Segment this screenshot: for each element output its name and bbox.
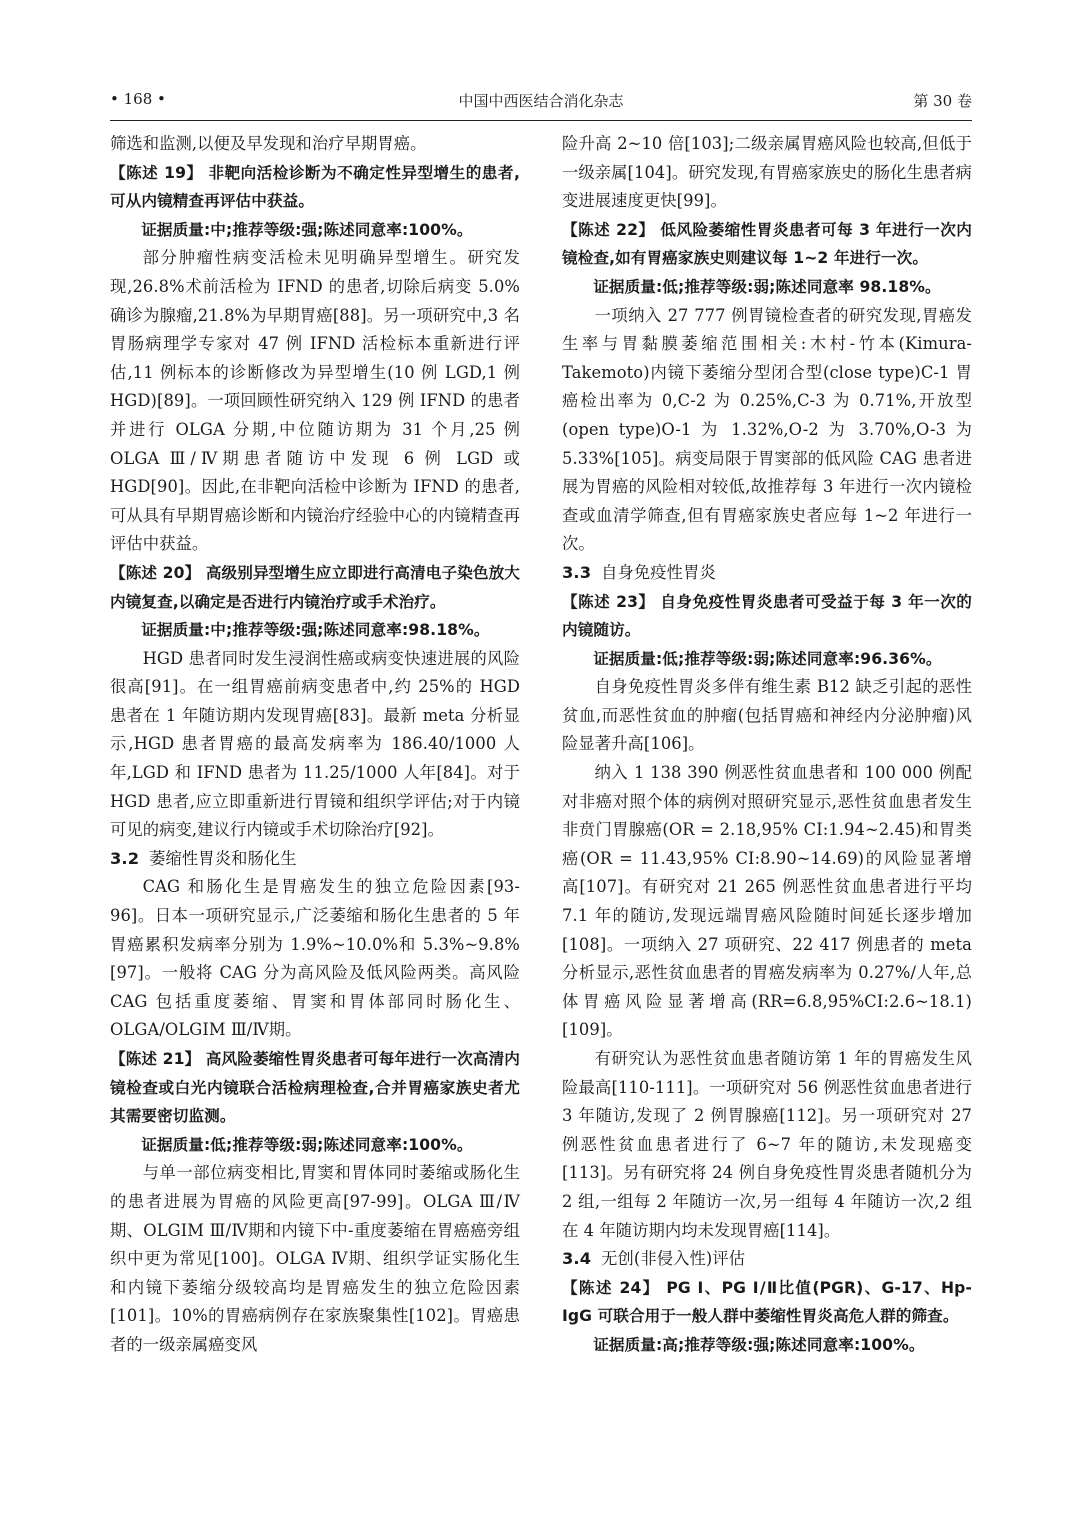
statement-23: 【陈述 23】 自身免疫性胃炎患者可受益于每 3 年一次的内镜随访。 — [562, 592, 972, 640]
volume-label: 第 30 卷 — [913, 92, 972, 110]
paragraph: 一项纳入 27 777 例胃镜检查者的研究发现,胃癌发生率与胃黏膜萎缩范围相关:木村-竹本(Kimura-Takemoto)内镜下萎缩分型闭合型(close type)C-1 胃癌检出率为 0,C-2 为 0.25%,C-3 为 0.71%,开放型(open type)O-1 为 1.32%,O-2 为 3.70%,O-3 为 5.33%[105]。病变局限于胃窦部的低风险 CAG 患者进展为胃癌的风险相对较低,故推荐每 3 年进行一次内镜检查或血清学筛查,但有胃癌家族史者应每 1~2 年进行一次。 — [562, 305, 972, 554]
page-header — [110, 86, 972, 121]
paragraph: 纳入 1 138 390 例恶性贫血患者和 100 000 例配对非癌对照个体的病例对照研究显示,恶性贫血患者发生非贲门胃腺癌(OR = 2.18,95% CI:1.94~2.45)和胃类癌(OR = 11.43,95% CI:8.90~14.69)的风险显著增高[107]。有研究对 21 265 例恶性贫血患者进行平均 7.1 年的随访,发现远端胃癌风险随时间延长逐步增加[108]。一项纳入 27 项研究、22 417 例患者的 meta 分析显示,恶性贫血患者的胃癌发病率为 0.27%/人年,总体胃癌风险显著增高(RR=6.8,95%CI:2.6~18.1)[109]。 — [562, 763, 972, 1040]
statement-22: 【陈述 22】 低风险萎缩性胃炎患者可每 3 年进行一次内镜检查,如有胃癌家族史则建议每 1~2 年进行一次。 — [562, 220, 972, 268]
section-number: 3.3 — [562, 562, 592, 582]
section-heading — [110, 845, 520, 874]
paragraph: 筛选和监测,以便及早发现和治疗早期胃癌。 — [110, 134, 427, 153]
section-number: 3.2 — [110, 848, 140, 868]
paragraph: 自身免疫性胃炎多伴有维生素 B12 缺乏引起的恶性贫血,而恶性贫血的肿瘤(包括胃癌和神经内分泌肿瘤)风险显著升高[106]。 — [562, 677, 972, 754]
paragraph: 有研究认为恶性贫血患者随访第 1 年的胃癌发生风险最高[110-111]。一项研究对 56 例恶性贫血患者进行 3 年随访,发现了 2 例胃腺癌[112]。另一项研究对 27 例恶性贫血患者进行了 6~7 年的随访,未发现癌变[113]。另有研究将 24 例自身免疫性胃炎患者随机分为 2 组,一组每 2 年随访一次,另一组每 4 年随访一次,2 组在 4 年随访期内均未发现胃癌[114]。 — [562, 1049, 972, 1240]
evidence-line: 证据质量:低;推荐等级:弱;陈述同意率:100%。 — [141, 1135, 473, 1154]
paragraph: 与单一部位病变相比,胃窦和胃体同时萎缩或肠化生的患者进展为胃癌的风险更高[97-99]。OLGA Ⅲ/Ⅳ期、OLGIM Ⅲ/Ⅳ期和内镜下中-重度萎缩在胃癌癌旁组织中更为常见[100]。OLGA Ⅳ期、组织学证实肠化生和内镜下萎缩分级较高均是胃癌发生的独立危险因素[101]。10%的胃癌病例存在家族聚集性[102]。胃癌患者的一级亲属癌变风 — [110, 1163, 520, 1354]
section-title: 自身免疫性胃炎 — [601, 562, 716, 582]
paragraph: CAG 和肠化生是胃癌发生的独立危险因素[93-96]。日本一项研究显示,广泛萎缩和肠化生患者的 5 年胃癌累积发病率分别为 1.9%~10.0%和 5.3%~9.8%[97]。一般将 CAG 分为高风险及低风险两类。高风险 CAG 包括重度萎缩、胃窦和胃体部同时肠化生、OLGA/OLGIM Ⅲ/Ⅳ期。 — [110, 877, 520, 1040]
page-number: • 168 • — [110, 90, 166, 108]
evidence-line: 证据质量:中;推荐等级:强;陈述同意率:100%。 — [141, 220, 473, 239]
section-title: 无创(非侵入性)评估 — [601, 1249, 746, 1269]
section-heading — [562, 1245, 972, 1274]
statement-20: 【陈述 20】 高级别异型增生应立即进行高清电子染色放大内镜复查,以确定是否进行内镜治疗或手术治疗。 — [110, 563, 520, 611]
statement-21: 【陈述 21】 高风险萎缩性胃炎患者可每年进行一次高清内镜检查或白光内镜联合活检病理检查,合并胃癌家族史者尤其需要密切监测。 — [110, 1050, 520, 1126]
section-title: 萎缩性胃炎和肠化生 — [149, 848, 297, 868]
section-number: 3.4 — [562, 1249, 592, 1269]
journal-title: 中国中西医结合消化杂志 — [458, 92, 624, 110]
paragraph: HGD 患者同时发生浸润性癌或病变快速进展的风险很高[91]。在一组胃癌前病变患者中,约 25%的 HGD 患者在 1 年随访期内发现胃癌[83]。最新 meta 分析显示,HGD 患者胃癌的最高发病率为 186.40/1000 人年,LGD 和 IFND 患者为 11.25/1000 人年[84]。对于 HGD 患者,应立即重新进行胃镜和组织学评估;对于内镜可见的病变,建议行内镜或手术切除治疗[92]。 — [110, 648, 520, 840]
evidence-line: 证据质量:低;推荐等级:弱;陈述同意率 98.18%。 — [593, 277, 941, 296]
statement-24: 【陈述 24】 PG Ⅰ、PG Ⅰ/Ⅱ比值(PGR)、G-17、Hp-IgG 可联合用于一般人群中萎缩性胃炎高危人群的筛查。 — [562, 1278, 972, 1326]
evidence-line: 证据质量:低;推荐等级:弱;陈述同意率:96.36%。 — [593, 649, 942, 668]
right-column — [562, 130, 972, 1360]
evidence-line: 证据质量:高;推荐等级:强;陈述同意率:100%。 — [593, 1335, 925, 1354]
evidence-line: 证据质量:中;推荐等级:强;陈述同意率:98.18%。 — [141, 621, 490, 640]
left-column — [110, 130, 520, 1360]
section-heading — [562, 559, 972, 588]
statement-19: 【陈述 19】 非靶向活检诊断为不确定性异型增生的患者,可从内镜精查再评估中获益。 — [110, 163, 520, 211]
paragraph: 部分肿瘤性病变活检未见明确异型增生。研究发现,26.8%术前活检为 IFND 的患者,切除后病变 5.0%确诊为腺瘤,21.8%为早期胃癌[88]。另一项研究中,3 名胃肠病理学专家对 47 例 IFND 活检标本重新进行评估,11 例标本的诊断修改为异型增生(10 例 LGD,1 例 HGD)[89]。一项回顾性研究纳入 129 例 IFND 的患者并进行 OLGA 分期,中位随访期为 31 个月,25 例 OLGA Ⅲ/Ⅳ期患者随访中发现 6 例 LGD 或 HGD[90]。因此,在非靶向活检中诊断为 IFND 的患者,可从具有早期胃癌诊断和内镜治疗经验中心的内镜精查再评估中获益。 — [110, 248, 520, 554]
paragraph: 险升高 2~10 倍[103];二级亲属胃癌风险也较高,但低于一级亲属[104]。研究发现,有胃癌家族史的肠化生患者病变进展速度更快[99]。 — [562, 134, 972, 211]
